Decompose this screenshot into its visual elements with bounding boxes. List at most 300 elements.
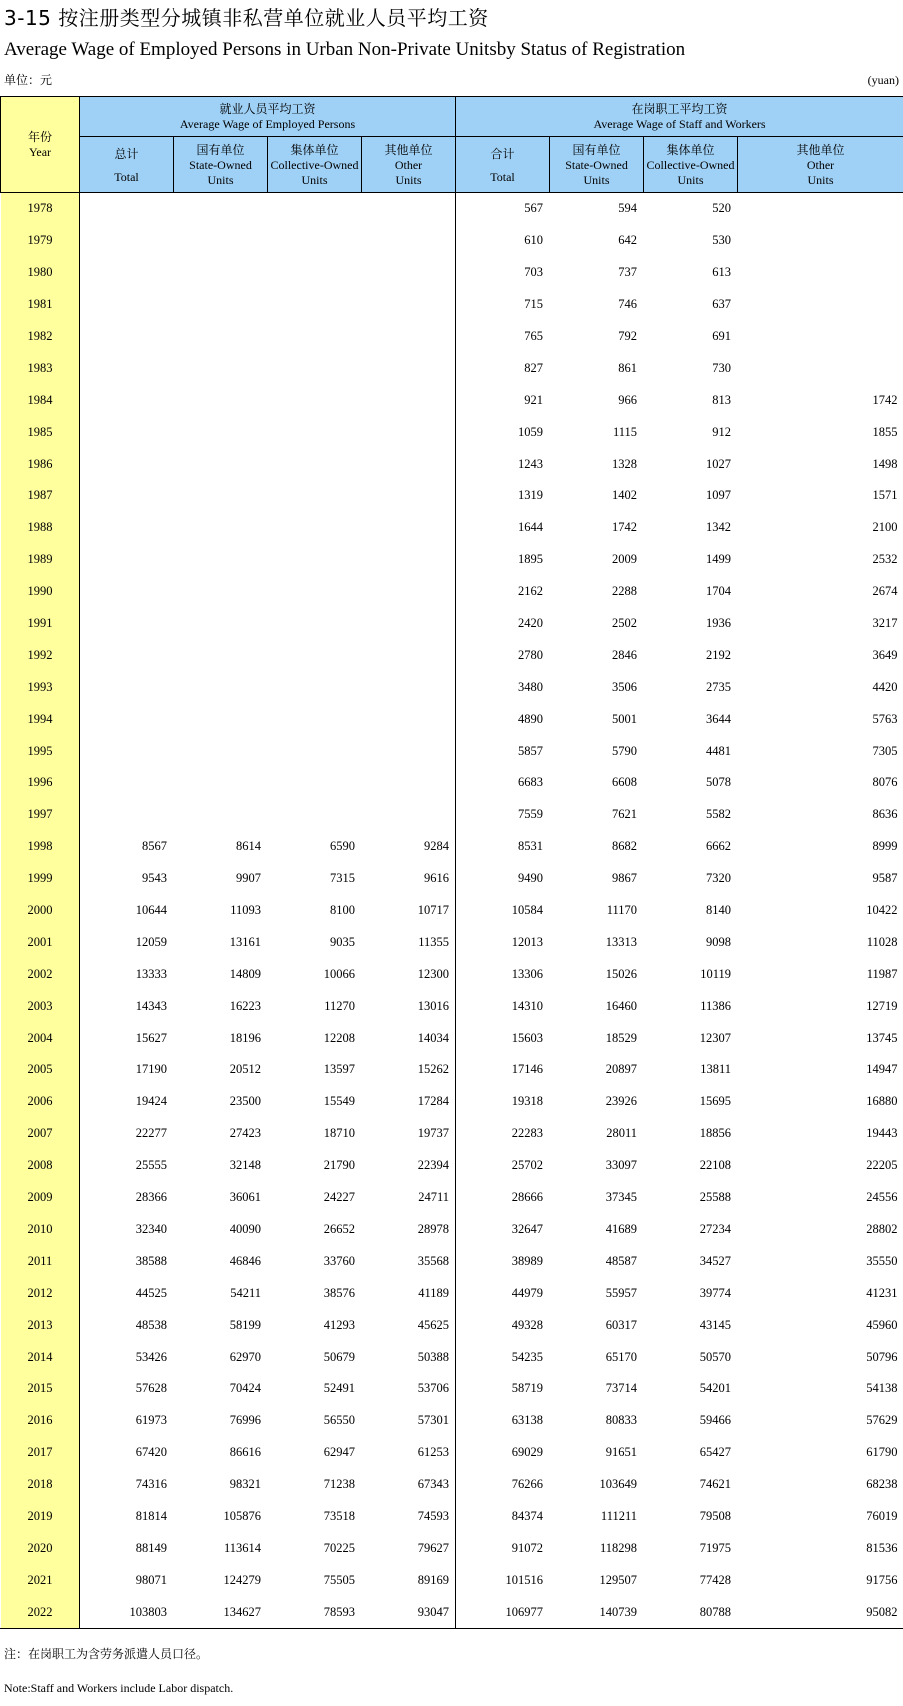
value-cell: 765 bbox=[524, 329, 544, 343]
value-cell: 43145 bbox=[699, 1317, 732, 1332]
year-cell: 2014 bbox=[1, 1341, 80, 1373]
value-cell: 16223 bbox=[229, 998, 261, 1013]
value-cell: 57301 bbox=[362, 1405, 456, 1437]
group-header-en: Average Wage of Employed Persons bbox=[179, 116, 356, 131]
value-cell: 8999 bbox=[872, 839, 898, 854]
value-cell: 15695 bbox=[699, 1094, 732, 1109]
value-cell: 5790 bbox=[612, 743, 638, 758]
value-cell: 24711 bbox=[362, 1182, 456, 1214]
value-cell: 11987 bbox=[866, 966, 898, 981]
year-header-cn: 年份 bbox=[27, 129, 52, 144]
year-cell: 2000 bbox=[1, 895, 80, 927]
table-row bbox=[1, 1245, 903, 1277]
table-row bbox=[1, 1182, 903, 1214]
value-cell: 1059 bbox=[518, 424, 544, 439]
value-cell: 118298 bbox=[599, 1540, 638, 1555]
year-header bbox=[1, 97, 80, 193]
value-cell: 27423 bbox=[229, 1126, 261, 1141]
value-cell: 20512 bbox=[229, 1062, 261, 1077]
table-row bbox=[1, 863, 903, 895]
year-cell: 1993 bbox=[1, 671, 80, 703]
value-cell: 567 bbox=[524, 201, 544, 216]
footnote-cn: 注：在岗职工为含劳务派遣人员口径。 bbox=[4, 1647, 209, 1661]
table-row bbox=[1, 958, 903, 990]
value-cell: 105876 bbox=[223, 1508, 261, 1523]
value-cell bbox=[80, 639, 174, 671]
value-cell bbox=[80, 480, 174, 512]
value-cell: 16880 bbox=[866, 1094, 898, 1109]
value-cell: 8531 bbox=[518, 839, 544, 854]
value-cell: 25588 bbox=[699, 1190, 732, 1205]
value-cell: 81536 bbox=[866, 1540, 898, 1555]
value-cell: 48538 bbox=[135, 1317, 167, 1332]
value-cell bbox=[268, 257, 362, 289]
value-cell: 5857 bbox=[518, 743, 544, 758]
table-row bbox=[1, 1596, 903, 1628]
year-cell: 1982 bbox=[1, 321, 80, 353]
value-cell: 76019 bbox=[866, 1508, 898, 1523]
value-cell: 74621 bbox=[699, 1477, 732, 1492]
year-cell: 1987 bbox=[1, 480, 80, 512]
value-cell bbox=[362, 735, 456, 767]
value-cell bbox=[738, 352, 903, 384]
value-cell: 8100 bbox=[330, 903, 355, 918]
value-cell: 11093 bbox=[230, 903, 261, 918]
value-cell: 642 bbox=[618, 233, 638, 248]
year-cell: 2008 bbox=[1, 1150, 80, 1182]
value-cell: 8636 bbox=[872, 807, 898, 822]
table-row bbox=[1, 895, 903, 927]
value-cell bbox=[268, 767, 362, 799]
value-cell: 2192 bbox=[706, 647, 732, 662]
table-row bbox=[1, 608, 903, 640]
value-cell: 67420 bbox=[135, 1445, 167, 1460]
year-cell: 1995 bbox=[1, 735, 80, 767]
year-cell: 1980 bbox=[1, 257, 80, 289]
value-cell: 1342 bbox=[706, 520, 732, 535]
value-cell: 71238 bbox=[323, 1477, 355, 1492]
value-cell: 77428 bbox=[699, 1572, 732, 1587]
value-cell: 12300 bbox=[362, 958, 456, 990]
value-cell: 58719 bbox=[511, 1381, 544, 1396]
value-cell bbox=[80, 321, 174, 353]
value-cell bbox=[174, 321, 268, 353]
value-cell: 129507 bbox=[599, 1572, 638, 1587]
value-cell: 1498 bbox=[872, 456, 898, 471]
value-cell: 15603 bbox=[511, 1030, 544, 1045]
value-cell: 5582 bbox=[706, 807, 732, 822]
value-cell: 89169 bbox=[362, 1564, 456, 1596]
table-row bbox=[1, 735, 903, 767]
year-cell: 1998 bbox=[1, 831, 80, 863]
value-cell: 18856 bbox=[699, 1126, 732, 1141]
value-cell bbox=[174, 289, 268, 321]
value-cell bbox=[80, 799, 174, 831]
value-cell bbox=[738, 289, 903, 321]
table-row bbox=[1, 544, 903, 576]
value-cell bbox=[174, 576, 268, 608]
value-cell: 28802 bbox=[866, 1221, 898, 1236]
value-cell: 12208 bbox=[323, 1030, 355, 1045]
value-cell bbox=[362, 448, 456, 480]
table-row bbox=[1, 448, 903, 480]
table-row bbox=[1, 1373, 903, 1405]
value-cell: 36061 bbox=[229, 1190, 261, 1205]
group-header-cn: 在岗职工平均工资 bbox=[631, 101, 728, 116]
value-cell: 17146 bbox=[511, 1062, 544, 1077]
value-cell: 50796 bbox=[866, 1349, 898, 1364]
value-cell bbox=[80, 735, 174, 767]
value-cell: 5001 bbox=[612, 711, 638, 726]
value-cell: 1243 bbox=[518, 456, 544, 471]
value-cell: 813 bbox=[712, 392, 732, 407]
value-cell: 16460 bbox=[605, 998, 638, 1013]
table-row bbox=[1, 1501, 903, 1533]
value-cell: 827 bbox=[524, 360, 544, 375]
value-cell bbox=[268, 608, 362, 640]
value-cell: 8076 bbox=[872, 775, 898, 790]
value-cell bbox=[268, 735, 362, 767]
value-cell bbox=[362, 225, 456, 257]
value-cell: 703 bbox=[524, 265, 544, 280]
value-cell: 54138 bbox=[866, 1381, 898, 1396]
value-cell: 28978 bbox=[362, 1214, 456, 1246]
value-cell: 13161 bbox=[229, 934, 261, 949]
group-header-staff bbox=[456, 97, 903, 137]
value-cell: 78593 bbox=[268, 1596, 362, 1628]
value-cell: 79508 bbox=[699, 1508, 732, 1523]
group-header-employed bbox=[80, 97, 456, 137]
value-cell bbox=[268, 544, 362, 576]
value-cell bbox=[174, 608, 268, 640]
value-cell bbox=[268, 384, 362, 416]
value-cell: 44525 bbox=[135, 1285, 167, 1300]
table-row bbox=[1, 225, 903, 257]
year-header-en: Year bbox=[28, 144, 52, 159]
value-cell bbox=[268, 671, 362, 703]
column-header: 集体单位 Collective-Owned Units bbox=[644, 137, 738, 193]
value-cell: 10717 bbox=[362, 895, 456, 927]
value-cell: 2009 bbox=[612, 552, 638, 567]
value-cell: 19424 bbox=[135, 1094, 167, 1109]
value-cell: 15549 bbox=[323, 1094, 355, 1109]
value-cell bbox=[362, 352, 456, 384]
value-cell: 10644 bbox=[135, 903, 167, 918]
value-cell: 13745 bbox=[866, 1030, 898, 1045]
year-cell: 1999 bbox=[1, 863, 80, 895]
value-cell: 103803 bbox=[80, 1596, 174, 1628]
value-cell: 1499 bbox=[706, 552, 732, 567]
value-cell: 73714 bbox=[605, 1381, 638, 1396]
value-cell: 21790 bbox=[323, 1158, 355, 1173]
value-cell: 3217 bbox=[872, 616, 898, 631]
value-cell: 3506 bbox=[612, 679, 638, 694]
value-cell: 53426 bbox=[135, 1349, 167, 1364]
value-cell: 62970 bbox=[229, 1349, 261, 1364]
value-cell: 1027 bbox=[706, 456, 732, 471]
unit-label-en: (yuan) bbox=[867, 73, 899, 87]
value-cell: 10066 bbox=[323, 966, 355, 981]
value-cell: 11170 bbox=[606, 903, 638, 918]
group-header-en: Average Wage of Staff and Workers bbox=[593, 116, 766, 131]
value-cell: 7559 bbox=[518, 807, 544, 822]
value-cell: 18529 bbox=[605, 1030, 638, 1045]
table-row bbox=[1, 193, 903, 225]
value-cell: 24227 bbox=[323, 1190, 355, 1205]
table-row bbox=[1, 1118, 903, 1150]
value-cell: 57628 bbox=[135, 1381, 167, 1396]
value-cell bbox=[80, 767, 174, 799]
value-cell: 13313 bbox=[605, 934, 638, 949]
value-cell: 54235 bbox=[511, 1349, 544, 1364]
table-row bbox=[1, 416, 903, 448]
value-cell bbox=[80, 576, 174, 608]
value-cell bbox=[174, 703, 268, 735]
year-cell: 1986 bbox=[1, 448, 80, 480]
value-cell bbox=[268, 639, 362, 671]
column-header: 集体单位 Collective-Owned Units bbox=[268, 137, 362, 193]
value-cell: 11355 bbox=[362, 926, 456, 958]
value-cell: 19318 bbox=[511, 1094, 544, 1109]
table-row bbox=[1, 352, 903, 384]
value-cell: 2502 bbox=[612, 616, 638, 631]
value-cell bbox=[80, 193, 174, 225]
value-cell: 1742 bbox=[872, 392, 898, 407]
value-cell: 11270 bbox=[324, 998, 355, 1013]
value-cell: 17190 bbox=[135, 1062, 167, 1077]
year-cell: 1991 bbox=[1, 608, 80, 640]
value-cell: 2420 bbox=[518, 616, 544, 631]
value-cell bbox=[362, 608, 456, 640]
value-cell bbox=[362, 480, 456, 512]
value-cell: 68238 bbox=[866, 1477, 898, 1492]
value-cell: 7320 bbox=[706, 871, 732, 886]
value-cell: 32340 bbox=[135, 1221, 167, 1236]
value-cell: 11386 bbox=[700, 998, 732, 1013]
value-cell: 32148 bbox=[229, 1158, 261, 1173]
value-cell: 1855 bbox=[872, 424, 898, 439]
year-cell: 1985 bbox=[1, 416, 80, 448]
value-cell bbox=[174, 639, 268, 671]
value-cell: 6683 bbox=[518, 775, 544, 790]
year-cell: 2009 bbox=[1, 1182, 80, 1214]
value-cell: 13333 bbox=[135, 966, 167, 981]
value-cell: 9616 bbox=[362, 863, 456, 895]
value-cell: 32647 bbox=[511, 1221, 544, 1236]
value-cell bbox=[268, 193, 362, 225]
value-cell: 8140 bbox=[706, 903, 732, 918]
year-cell: 2002 bbox=[1, 958, 80, 990]
year-cell: 2001 bbox=[1, 926, 80, 958]
value-cell bbox=[268, 416, 362, 448]
value-cell: 17284 bbox=[362, 1086, 456, 1118]
table-row bbox=[1, 480, 903, 512]
value-cell: 2100 bbox=[872, 520, 898, 535]
value-cell: 65170 bbox=[605, 1349, 638, 1364]
year-cell: 2019 bbox=[1, 1501, 80, 1533]
value-cell: 13306 bbox=[511, 966, 544, 981]
value-cell bbox=[268, 289, 362, 321]
value-cell: 50388 bbox=[362, 1341, 456, 1373]
value-cell bbox=[268, 448, 362, 480]
value-cell: 9098 bbox=[706, 934, 732, 949]
value-cell bbox=[362, 416, 456, 448]
value-cell: 7621 bbox=[612, 807, 638, 822]
year-cell: 1994 bbox=[1, 703, 80, 735]
table-row bbox=[1, 1054, 903, 1086]
value-cell: 9035 bbox=[330, 934, 355, 949]
value-cell bbox=[268, 480, 362, 512]
value-cell: 9587 bbox=[872, 871, 898, 886]
value-cell bbox=[362, 257, 456, 289]
value-cell: 33760 bbox=[323, 1253, 355, 1268]
value-cell: 35568 bbox=[362, 1245, 456, 1277]
value-cell: 10584 bbox=[511, 903, 544, 918]
value-cell: 113614 bbox=[223, 1540, 261, 1555]
value-cell: 15627 bbox=[135, 1030, 167, 1045]
value-cell: 33097 bbox=[605, 1158, 638, 1173]
value-cell: 19737 bbox=[362, 1118, 456, 1150]
year-cell: 2011 bbox=[1, 1245, 80, 1277]
value-cell: 38576 bbox=[323, 1285, 355, 1300]
value-cell: 6662 bbox=[706, 839, 732, 854]
value-cell: 9907 bbox=[236, 871, 261, 886]
year-cell: 1997 bbox=[1, 799, 80, 831]
value-cell: 1571 bbox=[872, 488, 898, 503]
table-row bbox=[1, 990, 903, 1022]
value-cell bbox=[80, 352, 174, 384]
column-header: 合计 Total bbox=[456, 137, 550, 193]
value-cell bbox=[738, 257, 903, 289]
column-header: 国有单位 State-Owned Units bbox=[174, 137, 268, 193]
value-cell: 11028 bbox=[866, 934, 898, 949]
value-cell: 84374 bbox=[511, 1508, 544, 1523]
value-cell bbox=[362, 289, 456, 321]
value-cell bbox=[80, 289, 174, 321]
year-cell: 1984 bbox=[1, 384, 80, 416]
value-cell: 520 bbox=[712, 201, 732, 216]
value-cell: 23500 bbox=[229, 1094, 261, 1109]
year-cell: 1988 bbox=[1, 512, 80, 544]
value-cell: 15262 bbox=[362, 1054, 456, 1086]
value-cell bbox=[174, 193, 268, 225]
value-cell: 730 bbox=[712, 360, 732, 375]
value-cell: 1097 bbox=[706, 488, 732, 503]
table-row bbox=[1, 703, 903, 735]
year-cell: 2012 bbox=[1, 1277, 80, 1309]
value-cell bbox=[362, 576, 456, 608]
value-cell: 18710 bbox=[323, 1126, 355, 1141]
value-cell: 14343 bbox=[135, 998, 167, 1013]
value-cell: 20897 bbox=[605, 1062, 638, 1077]
value-cell: 912 bbox=[712, 424, 732, 439]
value-cell bbox=[80, 671, 174, 703]
value-cell: 76996 bbox=[229, 1413, 261, 1428]
value-cell: 34527 bbox=[699, 1253, 732, 1268]
value-cell: 35550 bbox=[866, 1253, 898, 1268]
value-cell: 140739 bbox=[550, 1596, 644, 1628]
year-cell: 2005 bbox=[1, 1054, 80, 1086]
value-cell: 61253 bbox=[362, 1437, 456, 1469]
value-cell bbox=[80, 257, 174, 289]
value-cell: 95082 bbox=[738, 1596, 903, 1628]
year-cell: 1978 bbox=[1, 193, 80, 225]
value-cell: 594 bbox=[618, 201, 638, 216]
value-cell: 1115 bbox=[612, 424, 638, 439]
year-cell: 2004 bbox=[1, 1022, 80, 1054]
value-cell: 5078 bbox=[706, 775, 732, 790]
value-cell bbox=[174, 384, 268, 416]
table-row bbox=[1, 1150, 903, 1182]
column-header: 其他单位 Other Units bbox=[362, 137, 456, 193]
value-cell bbox=[80, 225, 174, 257]
value-cell: 10119 bbox=[700, 966, 732, 981]
value-cell: 746 bbox=[618, 297, 638, 312]
value-cell: 52491 bbox=[323, 1381, 355, 1396]
value-cell: 12059 bbox=[135, 934, 167, 949]
group-header-cn: 就业人员平均工资 bbox=[219, 101, 316, 116]
table-row bbox=[1, 1309, 903, 1341]
value-cell bbox=[268, 512, 362, 544]
value-cell: 40090 bbox=[229, 1221, 261, 1236]
value-cell: 25702 bbox=[511, 1158, 544, 1173]
value-cell bbox=[362, 512, 456, 544]
value-cell bbox=[362, 544, 456, 576]
value-cell bbox=[738, 225, 903, 257]
table-row bbox=[1, 1086, 903, 1118]
value-cell: 2162 bbox=[518, 584, 544, 599]
value-cell: 1895 bbox=[518, 552, 544, 567]
value-cell: 91072 bbox=[511, 1540, 544, 1555]
value-cell: 26652 bbox=[323, 1221, 355, 1236]
value-cell: 1328 bbox=[612, 456, 638, 471]
year-cell: 2006 bbox=[1, 1086, 80, 1118]
value-cell: 2780 bbox=[518, 647, 544, 662]
value-cell: 13016 bbox=[362, 990, 456, 1022]
value-cell bbox=[362, 321, 456, 353]
value-cell: 39774 bbox=[699, 1285, 732, 1300]
value-cell: 98321 bbox=[229, 1477, 261, 1492]
value-cell: 80788 bbox=[644, 1596, 738, 1628]
value-cell: 1644 bbox=[518, 520, 544, 535]
value-cell: 55957 bbox=[605, 1285, 638, 1300]
value-cell bbox=[174, 735, 268, 767]
value-cell: 57629 bbox=[866, 1413, 898, 1428]
value-cell bbox=[268, 352, 362, 384]
year-cell: 1990 bbox=[1, 576, 80, 608]
value-cell: 1742 bbox=[612, 520, 638, 535]
value-cell: 67343 bbox=[362, 1469, 456, 1501]
value-cell: 58199 bbox=[229, 1317, 261, 1332]
value-cell: 48587 bbox=[605, 1253, 638, 1268]
year-cell: 2017 bbox=[1, 1437, 80, 1469]
value-cell bbox=[174, 225, 268, 257]
value-cell: 9867 bbox=[612, 871, 638, 886]
value-cell: 22277 bbox=[135, 1126, 167, 1141]
value-cell bbox=[362, 639, 456, 671]
value-cell: 50679 bbox=[323, 1349, 355, 1364]
table-row bbox=[1, 384, 903, 416]
value-cell: 13811 bbox=[700, 1062, 732, 1077]
value-cell: 637 bbox=[712, 297, 732, 312]
value-cell bbox=[80, 384, 174, 416]
table-row bbox=[1, 799, 903, 831]
value-cell: 70424 bbox=[229, 1381, 261, 1396]
value-cell: 81814 bbox=[135, 1508, 167, 1523]
value-cell: 921 bbox=[524, 392, 544, 407]
value-cell: 2532 bbox=[872, 552, 898, 567]
value-cell: 79627 bbox=[362, 1532, 456, 1564]
